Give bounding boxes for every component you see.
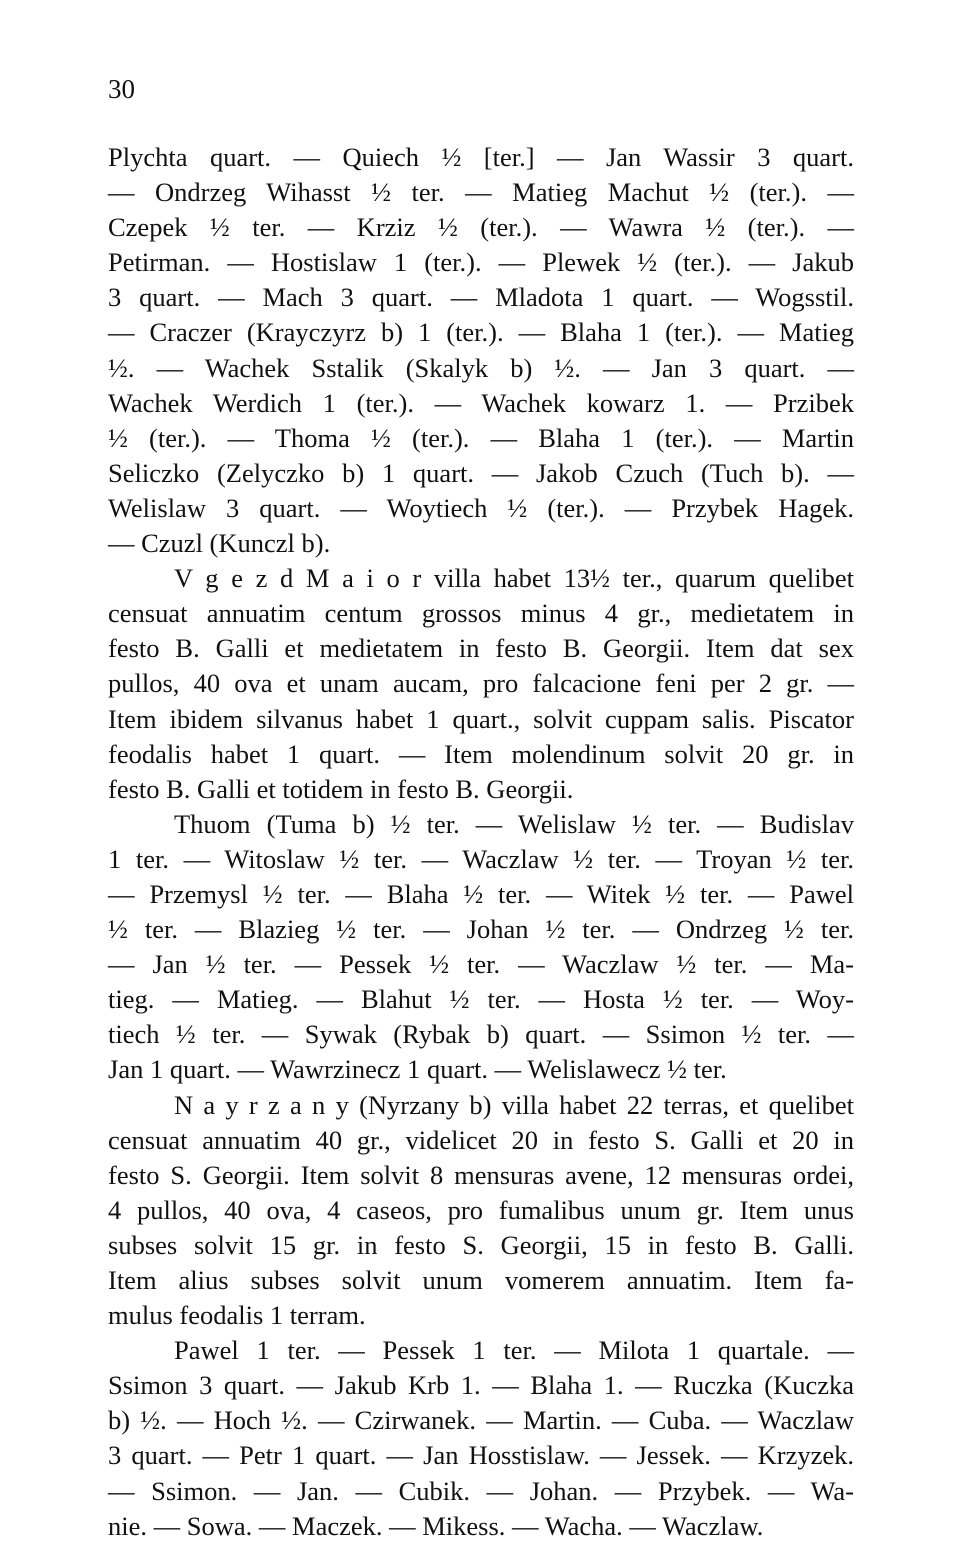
text-line: festo S. Georgii. Item solvit 8 mensuras avene, 12 mensuras ordei, (108, 1159, 854, 1190)
page-number: 30 (108, 74, 135, 104)
text-line: feodalis habet 1 quart. — Item molendinum solvit 20 gr. in (108, 738, 854, 769)
text-line: ½. — Wachek Sstalik (Skalyk b) ½. — Jan 3 quart. — (108, 352, 854, 383)
text-line: — Czuzl (Kunczl b). (108, 528, 331, 559)
text-line: tieg. — Matieg. — Blahut ½ ter. — Hosta ½ ter. — Woy- (108, 984, 854, 1015)
text-line: Item alius subses solvit unum vomerem annuatim. Item fa- (108, 1265, 854, 1295)
paragraph-3 (108, 807, 854, 1088)
paragraph-1 (108, 140, 854, 561)
paragraph-2 (108, 561, 854, 807)
text-line: — Ondrzeg Wihasst ½ ter. — Matieg Machut ½ (ter.). — (108, 177, 854, 208)
text-line: Thuom (Tuma b) ½ ter. — Welislaw ½ ter. — Budislav (174, 808, 854, 839)
text-line: subses solvit 15 gr. in festo S. Georgii, 15 in festo B. Galli. (108, 1229, 854, 1260)
text-line: festo B. Galli et medietatem in festo B. Georgii. Item dat sex (108, 633, 854, 664)
text-line: Ssimon 3 quart. — Jakub Krb 1. — Blaha 1. — Ruczka (Kuczka (108, 1370, 854, 1401)
text-line: — Craczer (Krayczyrz b) 1 (ter.). — Blaha 1 (ter.). — Matieg (108, 317, 854, 348)
paragraph-5 (108, 1333, 854, 1544)
text-line: 3 quart. — Mach 3 quart. — Mladota 1 quart. — Wogsstil. (108, 282, 854, 313)
page-text (108, 140, 854, 1544)
text-line: V g e z d M a i o r villa habet 13½ ter., quarum quelibet (174, 563, 854, 594)
text-line: Pawel 1 ter. — Pessek 1 ter. — Milota 1 quartale. — (174, 1335, 854, 1366)
text-line: censuat annuatim centum grossos minus 4 gr., medietatem in (108, 598, 854, 629)
text-line: b) ½. — Hoch ½. — Czirwanek. — Martin. — Cuba. — Waczlaw (108, 1405, 854, 1436)
text-line: — Przemysl ½ ter. — Blaha ½ ter. — Witek ½ ter. — Pawel (108, 878, 854, 909)
text-line: nie. — Sowa. — Maczek. — Mikess. — Wacha. — Waczlaw. (108, 1510, 764, 1541)
text-line: Item ibidem silvanus habet 1 quart., solvit cuppam salis. Piscator (108, 703, 854, 734)
text-line: mulus feodalis 1 terram. (108, 1300, 366, 1331)
text-line: — Jan ½ ter. — Pessek ½ ter. — Waczlaw ½ ter. — Ma- (108, 949, 854, 980)
text-line: censuat annuatim 40 gr., videlicet 20 in festo S. Galli et 20 in (108, 1124, 854, 1155)
text-line: N a y r z a n y (Nyrzany b) villa habet 22 terras, et quelibet (174, 1089, 854, 1120)
text-line: Seliczko (Zelyczko b) 1 quart. — Jakob Czuch (Tuch b). — (108, 457, 854, 488)
text-line: Wachek Werdich 1 (ter.). — Wachek kowarz 1. — Przibek (108, 387, 854, 418)
text-line: ½ ter. — Blazieg ½ ter. — Johan ½ ter. — Ondrzeg ½ ter. (108, 914, 854, 945)
text-line: — Ssimon. — Jan. — Cubik. — Johan. — Przybek. — Wa- (108, 1475, 854, 1506)
text-line: Czepek ½ ter. — Krziz ½ (ter.). — Wawra ½ (ter.). — (108, 212, 854, 243)
text-line: 3 quart. — Petr 1 quart. — Jan Hosstislaw. — Jessek. — Krzyzek. (108, 1440, 854, 1471)
text-line: Welislaw 3 quart. — Woytiech ½ (ter.). — Przybek Hagek. (108, 492, 854, 523)
paragraph-4 (108, 1088, 854, 1334)
text-line: tiech ½ ter. — Sywak (Rybak b) quart. — Ssimon ½ ter. — (108, 1019, 854, 1050)
text-line: 1 ter. — Witoslaw ½ ter. — Waczlaw ½ ter. — Troyan ½ ter. (108, 843, 854, 874)
text-line: ½ (ter.). — Thoma ½ (ter.). — Blaha 1 (ter.). — Martin (108, 422, 854, 453)
text-line: Jan 1 quart. — Wawrzinecz 1 quart. — Welislawecz ½ ter. (108, 1054, 727, 1085)
text-line: Petirman. — Hostislaw 1 (ter.). — Plewek ½ (ter.). — Jakub (108, 247, 854, 278)
text-line: 4 pullos, 40 ova, 4 caseos, pro fumalibus unum gr. Item unus (108, 1194, 854, 1225)
text-line: pullos, 40 ova et unam aucam, pro falcacione feni per 2 gr. — (108, 668, 854, 699)
text-line: festo B. Galli et totidem in festo B. Georgii. (108, 773, 574, 804)
text-line: Plychta quart. — Quiech ½ [ter.] — Jan Wassir 3 quart. (108, 142, 854, 172)
